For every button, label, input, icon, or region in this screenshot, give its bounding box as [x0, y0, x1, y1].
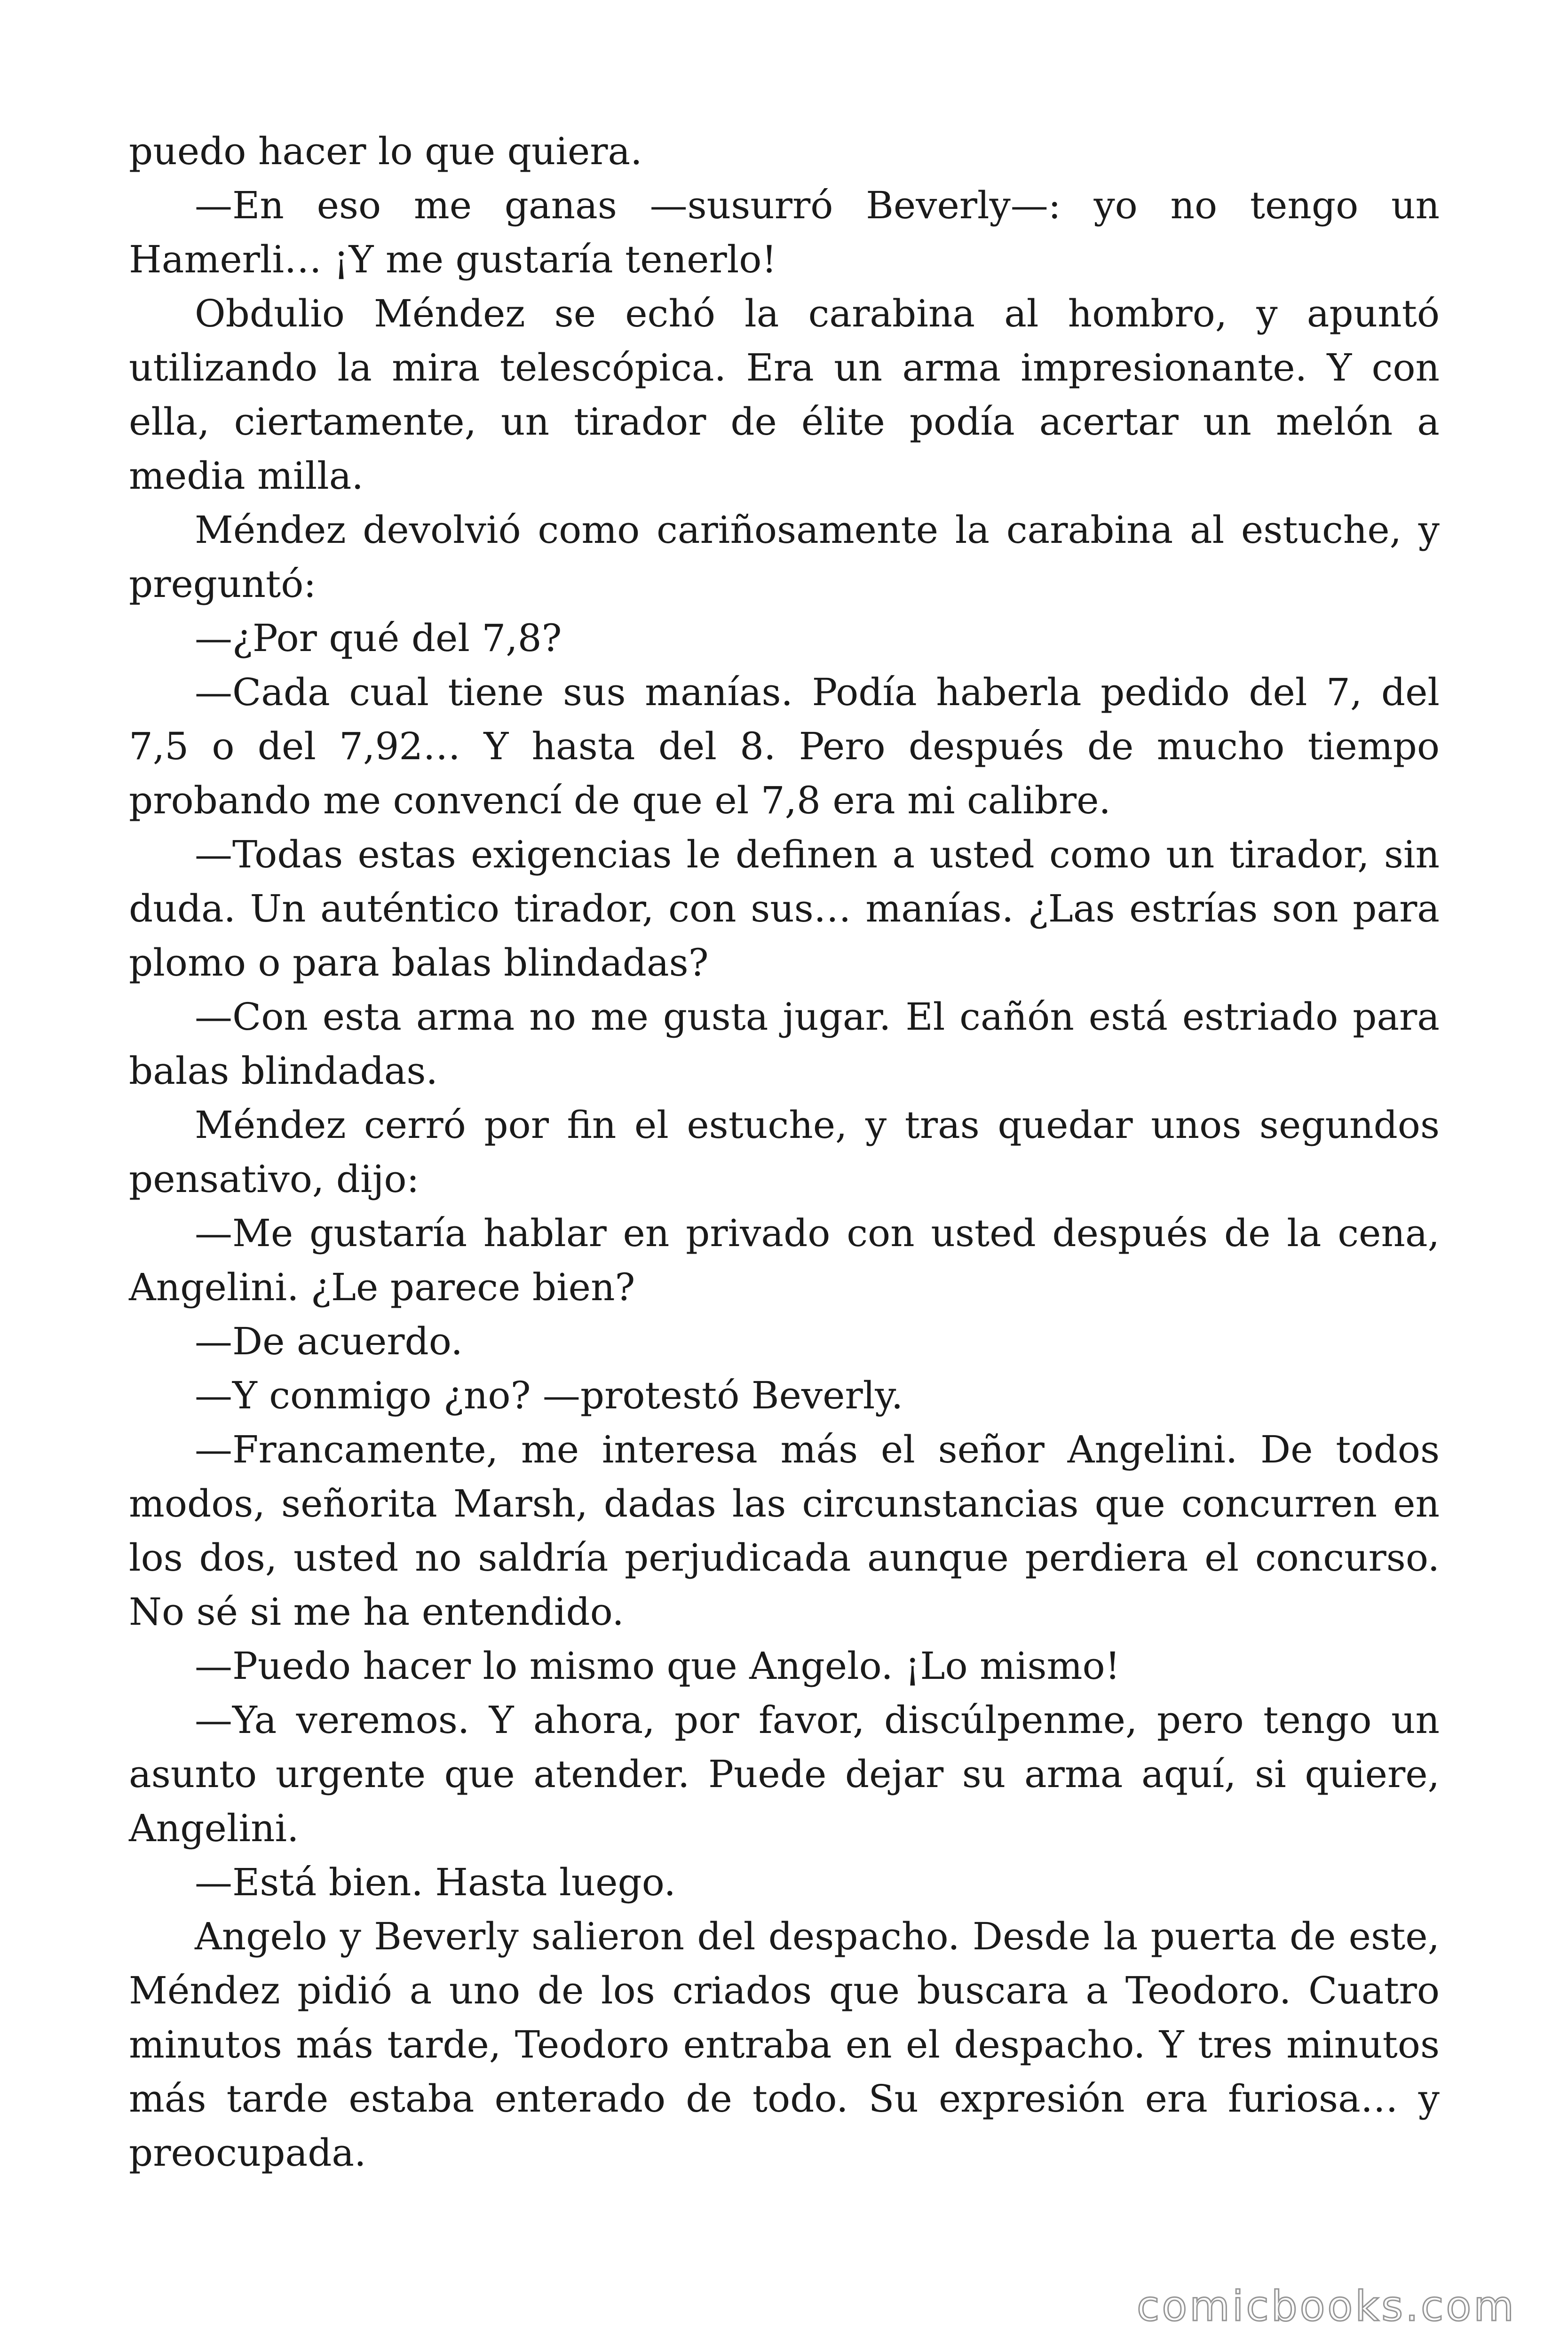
paragraph: Méndez cerró por fin el estuche, y tras quedar unos segundos pensativo, dijo: — [129, 1103, 1440, 1201]
paragraph: Méndez devolvió como cariñosamente la carabina al estuche, y preguntó: — [129, 508, 1440, 606]
paragraph: —De acuerdo. — [195, 1319, 463, 1363]
paragraph: —Y conmigo ¿no? —protestó Beverly. — [195, 1374, 903, 1417]
paragraph: —Francamente, me interesa más el señor Angelini. De todos modos, señorita Marsh, dadas las circunstancias que concurren en los dos, usted no saldría perjudicada aunque perdiera el concurso. No sé si me ha entendido. — [129, 1428, 1440, 1634]
paragraph-continuation: puedo hacer lo que quiera. — [129, 129, 642, 173]
paragraph: —Cada cual tiene sus manías. Podía haberla pedido del 7, del 7,5 o del 7,92… Y hasta del 8. Pero después de mucho tiempo probando me convencí de que el 7,8 era mi calibre. — [129, 670, 1440, 822]
paragraph: —Ya veremos. Y ahora, por favor, discúlpenme, pero tengo un asunto urgente que atender. Puede dejar su arma aquí, si quiere, Angelini. — [129, 1698, 1440, 1850]
paragraph: —Todas estas exigencias le definen a usted como un tirador, sin duda. Un auténtico tirador, con sus… manías. ¿Las estrías son para plomo o para balas blindadas? — [129, 833, 1440, 985]
paragraph: —Me gustaría hablar en privado con usted después de la cena, Angelini. ¿Le parece bien? — [129, 1211, 1440, 1309]
paragraph: —Con esta arma no me gusta jugar. El cañón está estriado para balas blindadas. — [129, 995, 1440, 1093]
paragraph: —Puedo hacer lo mismo que Angelo. ¡Lo mismo! — [195, 1644, 1120, 1688]
paragraph: Obdulio Méndez se echó la carabina al hombro, y apuntó utilizando la mira telescópica. Era un arma impresionante. Y con ella, ciertamente, un tirador de élite podía acertar un melón a media milla. — [129, 292, 1440, 498]
watermark: comicbooks.com — [1136, 2282, 1516, 2330]
paragraph: —¿Por qué del 7,8? — [195, 616, 562, 660]
paragraph: Angelo y Beverly salieron del despacho. Desde la puerta de este, Méndez pidió a uno de los criados que buscara a Teodoro. Cuatro minutos más tarde, Teodoro entraba en el despacho. Y tres minutos más tarde estaba enterado de todo. Su expresión era furiosa… y preocupada. — [129, 1915, 1440, 2175]
paragraph: —Está bien. Hasta luego. — [195, 1860, 676, 1904]
paragraph: —En eso me ganas —susurró Beverly—: yo no tengo un Hamerli… ¡Y me gustaría tenerlo! — [129, 183, 1440, 281]
page-body — [129, 124, 1440, 2180]
